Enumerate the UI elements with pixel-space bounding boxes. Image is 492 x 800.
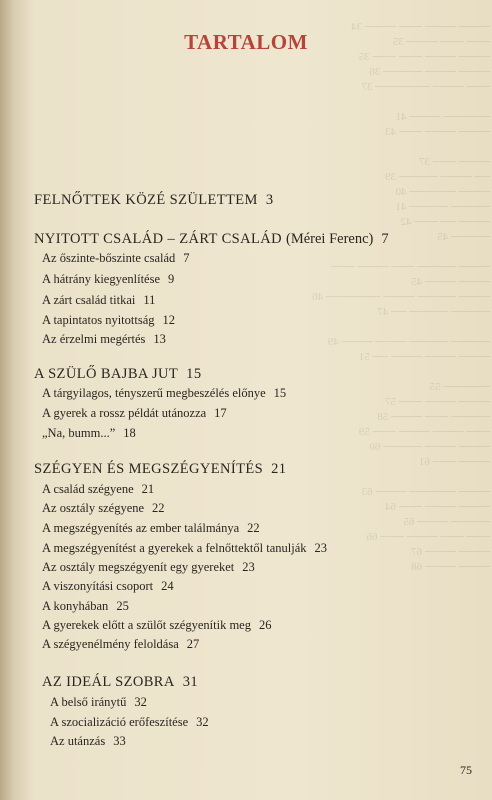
toc-entry-page: 13	[153, 332, 166, 346]
toc-entry-label: A zárt család titkai	[42, 293, 136, 307]
toc-entry-label: Az osztály szégyene	[42, 501, 145, 515]
toc-entry-label: A viszonyítási csoport	[42, 579, 154, 593]
chapter-title: FELNŐTTEK KÖZÉ SZÜLETTEM	[34, 192, 258, 208]
bleed-through-text: ──── ──── ─── ──── 34 ─── ─── ──── 35 ──── ──── ─── ─── 35 ──── ──── ───── 36 ─── ──── ─────── 37 ────── ──── 41 ──── ──── ─── 43 ──── ─── 37 ── ──── ───── 39 ──── ────── 40 ───── ───── 41 ──── ── ─── 42 ───── 45 ──── ───── ─── ──── ─── ──── ──── 45 ──── ───── ──── ─────── 46 ───── ───── ── 47 ───── ───── ──── ──── 49 ──── ──── ──── ── 51 ────── 55 ──── ──── ─── 57 ───── ─── ──── 58 ─── ──── ──── ─── 59 ──── ──── ───── 60 ──── ─── 61 ──── ────── ──── 63 ──── ──── ─── 64 ───── ──── 65 ─── ─── ──── ─── 66 ──── ──── 67 ──── ──── 68	[312, 21, 490, 573]
toc-entry	[42, 482, 154, 497]
chapter-title: NYITOTT CSALÁD – ZÁRT CSALÁD	[34, 231, 282, 247]
chapter-page-number: 15	[186, 366, 202, 382]
chapter-page-number: 3	[265, 192, 274, 208]
toc-entry	[42, 251, 190, 266]
toc-entry-page: 23	[242, 560, 255, 574]
toc-entry	[42, 579, 174, 594]
chapter-page-number: 31	[182, 674, 199, 690]
toc-entry	[50, 734, 126, 749]
toc-entry	[42, 386, 286, 401]
toc-entry-page: 12	[162, 313, 175, 327]
toc-entry-page: 17	[214, 406, 227, 420]
toc-entry	[42, 426, 136, 441]
toc-entry-page: 11	[143, 293, 156, 307]
toc-entry-label: A gyerek a rossz példát utánozza	[42, 406, 207, 420]
toc-entry	[50, 715, 209, 730]
toc-entry	[42, 521, 260, 536]
toc-entry	[42, 618, 271, 633]
toc-entry	[42, 637, 199, 652]
toc-entry-label: A megszégyenítést a gyerekek a felnőttektől tanulják	[42, 541, 307, 555]
toc-entry	[42, 313, 175, 328]
chapter-title: SZÉGYEN ÉS MEGSZÉGYENÍTÉS	[34, 461, 264, 477]
toc-entry	[42, 332, 166, 347]
page-number: 75	[460, 763, 472, 777]
toc-entry-label: A tárgyilagos, tényszerű megbeszélés előnye	[42, 386, 266, 400]
toc-entry-label: A megszégyenítés az ember találmánya	[42, 521, 240, 535]
toc-entry	[42, 560, 255, 575]
toc-entry-label: A gyerekek előtt a szülőt szégyenítik meg	[42, 618, 251, 632]
page-title: TARTALOM	[184, 30, 308, 54]
toc-entry-label: Az utánzás	[50, 734, 106, 748]
toc-entry-page: 18	[123, 426, 136, 440]
toc-entry-page: 21	[141, 482, 155, 496]
chapter-heading	[42, 674, 198, 691]
toc-entry	[42, 599, 129, 614]
toc-entry-label: A konyhában	[42, 599, 109, 613]
toc-entry-page: 26	[258, 618, 272, 632]
toc-entry	[42, 272, 174, 287]
chapter-heading	[34, 192, 274, 209]
toc-entry-label: Az őszinte-bőszinte család	[42, 251, 176, 265]
toc-entry-page: 15	[273, 386, 287, 400]
chapter-title: A SZÜLŐ BAJBA JUT	[34, 366, 179, 382]
toc-entry	[50, 695, 147, 710]
chapter-author: (Mérei Ferenc)	[286, 231, 374, 247]
toc-entry-page: 9	[168, 272, 175, 286]
toc-entry	[42, 406, 227, 421]
chapter-heading	[34, 231, 389, 248]
toc-entry-page: 22	[247, 521, 260, 535]
toc-entry-page: 32	[196, 715, 209, 729]
chapter-page-number: 21	[271, 461, 287, 477]
toc-entry-page: 25	[116, 599, 129, 613]
toc-entry-label: „Na, bumm...”	[42, 426, 116, 440]
toc-entry-label: A belső iránytű	[50, 695, 127, 709]
chapter-heading	[34, 366, 201, 383]
toc-entry	[42, 501, 165, 516]
toc-entry	[42, 293, 155, 308]
chapter-page-number: 7	[381, 231, 390, 247]
toc-entry-label: Az osztály megszégyenít egy gyereket	[42, 560, 235, 574]
toc-entry-label: A szocializáció erőfeszítése	[50, 715, 189, 729]
toc-entry-page: 32	[134, 695, 147, 709]
chapter-title: AZ IDEÁL SZOBRA	[42, 674, 175, 690]
toc-entry-label: Az érzelmi megértés	[42, 332, 146, 346]
toc-entry-page: 24	[161, 579, 174, 593]
toc-entry-label: A tapintatos nyitottság	[42, 313, 155, 327]
toc-entry-page: 33	[113, 734, 126, 748]
toc-entry-page: 27	[186, 637, 200, 651]
toc-entry-page: 7	[183, 251, 190, 265]
toc-entry-label: A család szégyene	[42, 482, 134, 496]
toc-entry	[42, 541, 327, 556]
toc-entry-label: A hátrány kiegyenlítése	[42, 272, 161, 286]
toc-entry-label: A szégyenélmény feloldása	[42, 637, 179, 651]
toc-entry-page: 23	[314, 541, 327, 555]
toc-entry-page: 22	[152, 501, 165, 515]
chapter-heading	[34, 461, 286, 478]
